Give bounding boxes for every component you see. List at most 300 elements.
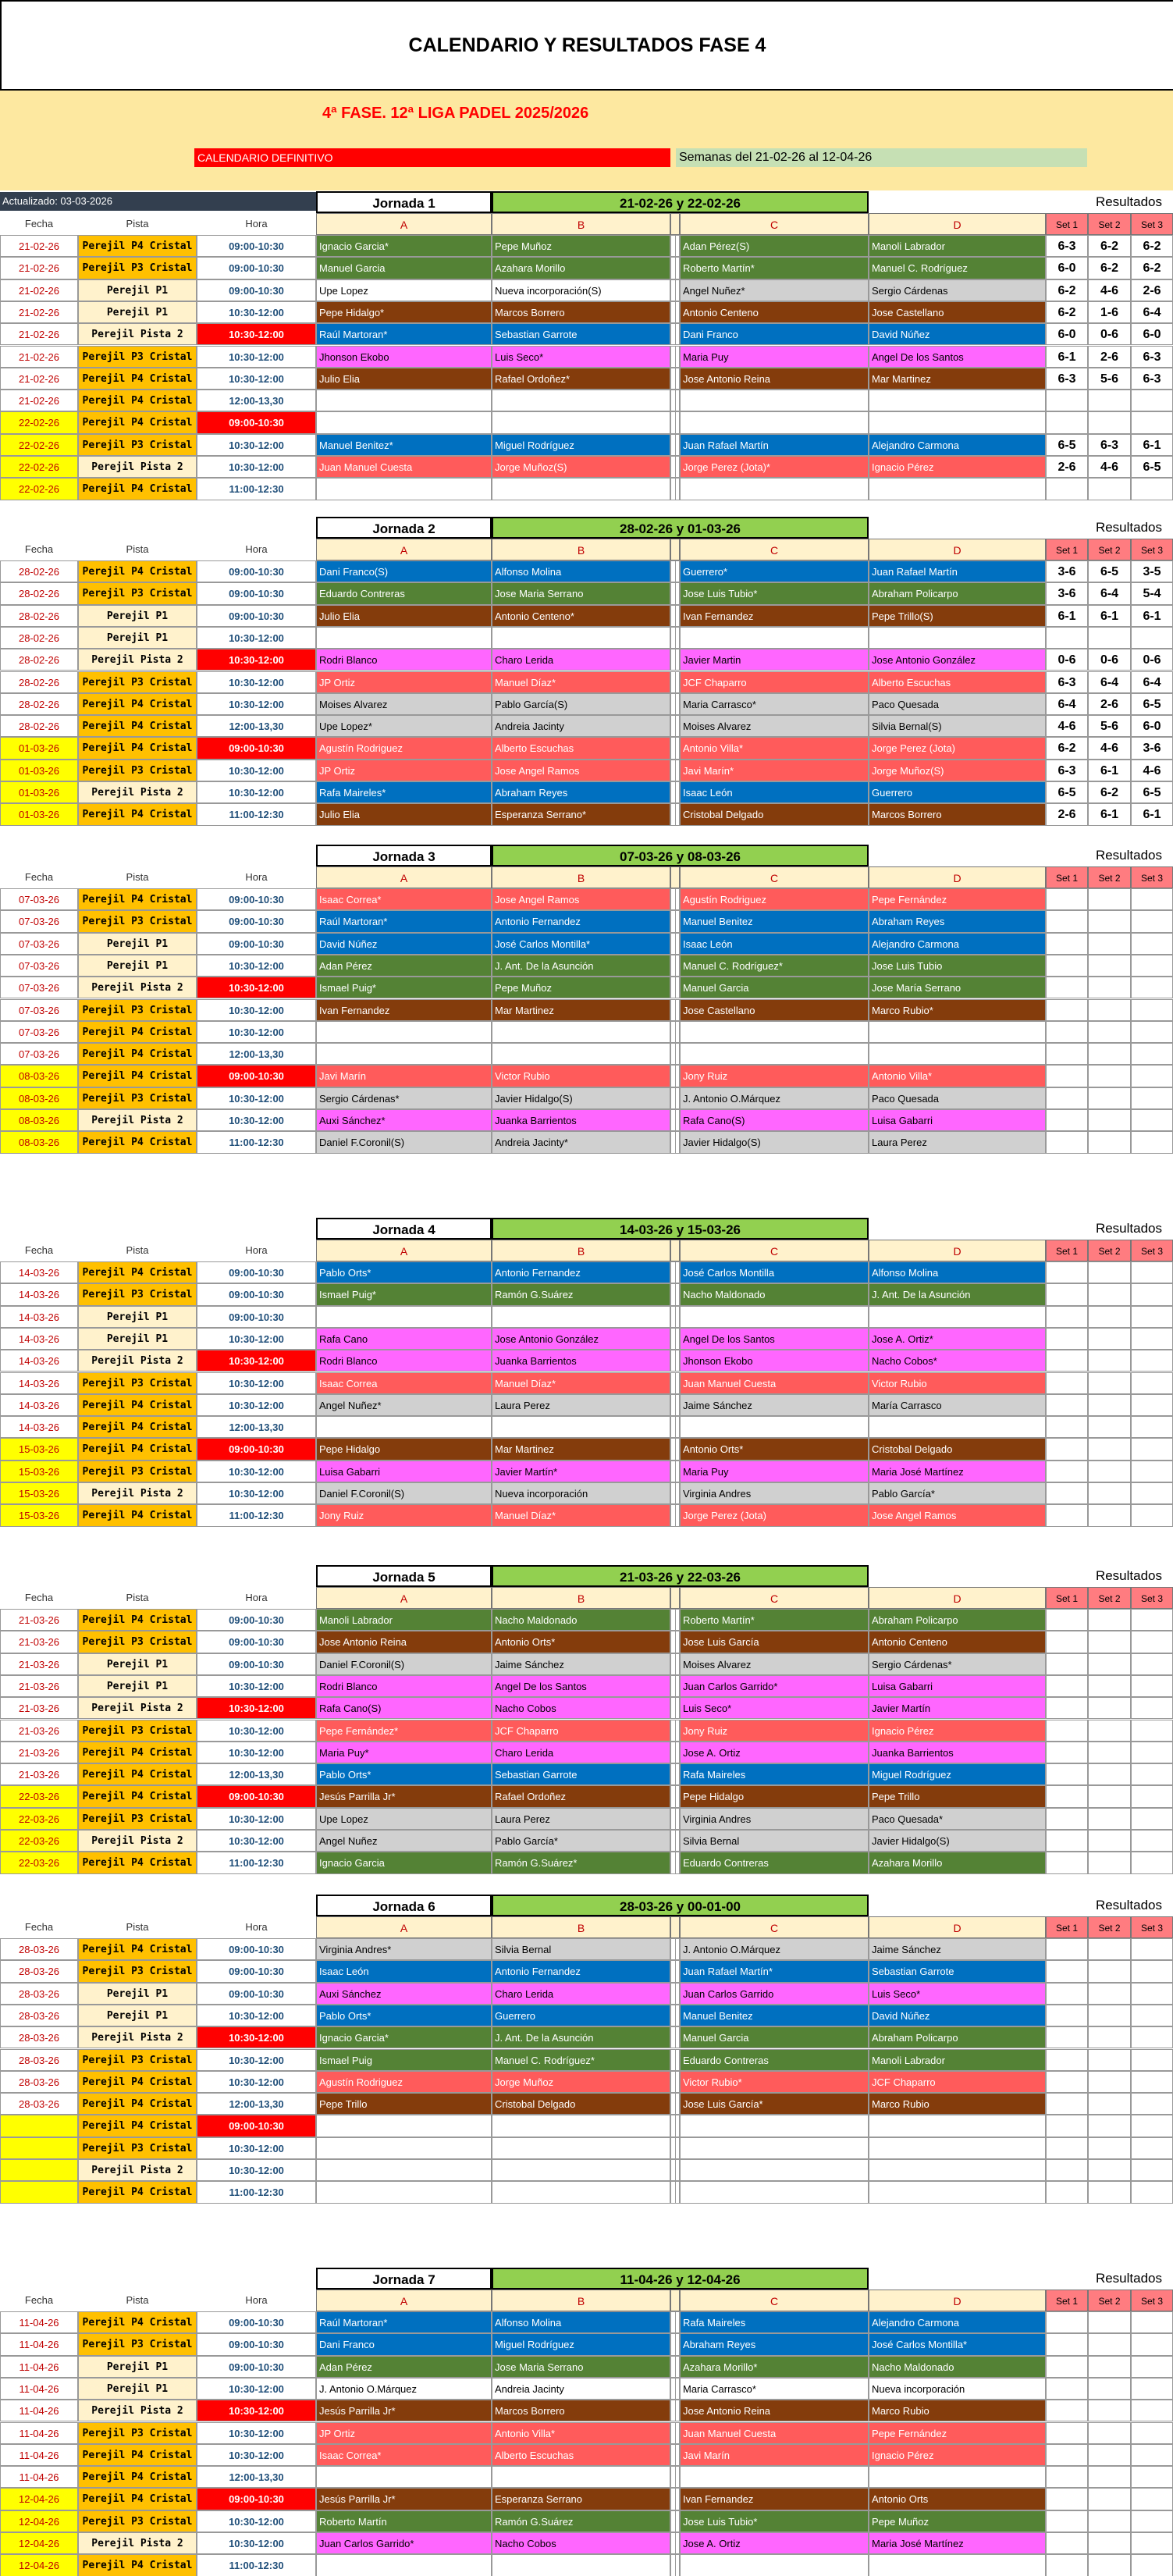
hora-cell: 11:00-12:30 (197, 1504, 316, 1526)
set2-cell (1088, 1653, 1131, 1675)
set3-cell (1131, 888, 1173, 910)
player-d-cell: Sergio Cárdenas* (869, 1653, 1046, 1675)
player-b-cell: Jose Antonio González (492, 1328, 670, 1350)
player-d-cell: José Carlos Montilla* (869, 2333, 1046, 2355)
column-header-c: C (680, 2290, 869, 2311)
set1-cell (1046, 1306, 1088, 1328)
set3-cell (1131, 411, 1173, 433)
fecha-cell: 21-03-26 (0, 1742, 78, 1763)
set3-cell (1131, 933, 1173, 955)
player-d-cell: Marco Rubio (869, 2093, 1046, 2115)
jornada-header (0, 845, 1173, 866)
set1-cell (1046, 627, 1088, 649)
separator-cell (670, 2356, 680, 2378)
set2-cell (1088, 1438, 1131, 1460)
set2-cell (1088, 1609, 1131, 1631)
column-header-a: A (316, 1916, 492, 1938)
player-a-cell: Rafa Cano (316, 1328, 492, 1350)
set3-cell (1131, 2333, 1173, 2355)
jornada-dates: 21-02-26 y 22-02-26 (492, 191, 869, 213)
hora-cell: 10:30-12:00 (197, 627, 316, 649)
player-c-cell (680, 2159, 869, 2181)
set2-cell (1088, 1394, 1131, 1416)
set2-cell (1088, 1938, 1131, 1960)
player-a-cell: Daniel F.Coronil(S) (316, 1653, 492, 1675)
pista-cell: Perejil Pista 2 (78, 1109, 197, 1131)
separator-cell (670, 1372, 680, 1394)
table-row (0, 1306, 1173, 1328)
pista-cell: Perejil P4 Cristal (78, 1438, 197, 1460)
fecha-cell (0, 2137, 78, 2159)
player-b-cell: Antonio Fernandez (492, 1261, 670, 1283)
player-d-cell: Alejandro Carmona (869, 933, 1046, 955)
player-b-cell: Jose Angel Ramos (492, 888, 670, 910)
hora-cell: 09:00-10:30 (197, 1983, 316, 2005)
table-row (0, 346, 1173, 368)
player-c-cell: Virginia Andres (680, 1482, 869, 1504)
set3-cell (1131, 1504, 1173, 1526)
pista-cell: Perejil P4 Cristal (78, 693, 197, 715)
player-c-cell: Javi Marín* (680, 760, 869, 781)
player-c-cell: Juan Manuel Cuesta (680, 1372, 869, 1394)
table-row (0, 649, 1173, 671)
set1-cell (1046, 1631, 1088, 1653)
player-d-cell (869, 2554, 1046, 2576)
player-a-cell: Adan Pérez (316, 955, 492, 977)
set1-cell (1046, 1021, 1088, 1043)
pista-cell: Perejil P4 Cristal (78, 2444, 197, 2466)
player-b-cell (492, 1306, 670, 1328)
table-row (0, 1021, 1173, 1043)
player-d-cell: J. Ant. De la Asunción (869, 1283, 1046, 1305)
fase-title: 4ª FASE. 12ª LIGA PADEL 2025/2026 (322, 105, 589, 122)
set3-cell: 2-6 (1131, 279, 1173, 301)
player-d-cell (869, 411, 1046, 433)
set2-cell (1088, 2093, 1131, 2115)
table-row (0, 2311, 1173, 2333)
table-row (0, 2510, 1173, 2532)
player-c-cell: Javier Martin (680, 649, 869, 671)
set2-cell (1088, 2400, 1131, 2421)
set3-cell (1131, 999, 1173, 1021)
fecha-cell: 08-03-26 (0, 1065, 78, 1087)
player-d-cell (869, 2137, 1046, 2159)
player-b-cell: Laura Perez (492, 1394, 670, 1416)
set3-cell (1131, 1482, 1173, 1504)
player-c-cell: Jaime Sánchez (680, 1394, 869, 1416)
table-row (0, 2400, 1173, 2421)
table-row (0, 803, 1173, 825)
jornada-title: Jornada 4 (316, 1218, 492, 1240)
set1-cell: 6-4 (1046, 693, 1088, 715)
set1-cell (1046, 2311, 1088, 2333)
set3-cell (1131, 1742, 1173, 1763)
player-c-cell: Pepe Hidalgo (680, 1785, 869, 1807)
fecha-cell: 28-02-26 (0, 693, 78, 715)
separator-cell (670, 1109, 680, 1131)
hora-cell: 09:00-10:30 (197, 560, 316, 582)
player-b-cell: Nacho Cobos (492, 1697, 670, 1719)
table-row (0, 2159, 1173, 2181)
table-row (0, 434, 1173, 456)
set3-cell (1131, 2466, 1173, 2488)
set1-cell (1046, 1938, 1088, 1960)
player-d-cell: Luisa Gabarri (869, 1675, 1046, 1697)
hora-cell: 09:00-10:30 (197, 2115, 316, 2137)
separator-cell (670, 999, 680, 1021)
player-b-cell: Silvia Bernal (492, 1938, 670, 1960)
jornada-title: Jornada 5 (316, 1565, 492, 1587)
hora-cell: 09:00-10:30 (197, 235, 316, 257)
set3-cell: 6-0 (1131, 715, 1173, 737)
pista-cell: Perejil P4 Cristal (78, 1785, 197, 1807)
player-b-cell: Charo Lerida (492, 1742, 670, 1763)
player-a-cell: Jesús Parrilla Jr* (316, 2488, 492, 2510)
player-a-cell (316, 411, 492, 433)
resultados-label: Resultados (1095, 2271, 1162, 2286)
set3-cell (1131, 1109, 1173, 1131)
player-d-cell (869, 1416, 1046, 1438)
hora-cell: 10:30-12:00 (197, 2532, 316, 2554)
player-a-cell: Agustín Rodriguez (316, 737, 492, 759)
hora-cell: 09:00-10:30 (197, 933, 316, 955)
table-row (0, 1852, 1173, 1873)
set2-cell (1088, 2356, 1131, 2378)
column-header-pista: Pista (126, 543, 149, 555)
set3-cell (1131, 2311, 1173, 2333)
table-row (0, 1131, 1173, 1153)
table-row (0, 1438, 1173, 1460)
separator-cell (670, 1631, 680, 1653)
set1-cell: 6-0 (1046, 257, 1088, 279)
set2-cell (1088, 1830, 1131, 1852)
player-a-cell: Jesús Parrilla Jr* (316, 1785, 492, 1807)
fecha-cell: 14-03-26 (0, 1306, 78, 1328)
set2-cell (1088, 999, 1131, 1021)
player-c-cell: José Carlos Montilla (680, 1261, 869, 1283)
separator-cell (670, 582, 680, 604)
set2-cell (1088, 910, 1131, 932)
player-c-cell (680, 411, 869, 433)
set2-cell (1088, 1763, 1131, 1785)
separator-cell (670, 2554, 680, 2576)
player-d-cell: Jorge Perez (Jota) (869, 737, 1046, 759)
player-b-cell (492, 1043, 670, 1065)
column-header-pista: Pista (126, 1244, 149, 1256)
player-c-cell: Juan Carlos Garrido* (680, 1675, 869, 1697)
player-c-cell: JCF Chaparro (680, 671, 869, 693)
separator-cell (670, 1720, 680, 1742)
table-row (0, 2466, 1173, 2488)
set2-cell (1088, 2181, 1131, 2203)
player-a-cell: Ismael Puig (316, 2049, 492, 2071)
column-header-c: C (680, 1916, 869, 1938)
player-b-cell: Rafael Ordoñez* (492, 368, 670, 390)
player-c-cell: Jose Antonio Reina (680, 368, 869, 390)
set2-cell (1088, 1283, 1131, 1305)
set2-cell (1088, 1960, 1131, 1982)
player-d-cell: Maria José Martínez (869, 1461, 1046, 1482)
player-c-cell: Javier Hidalgo(S) (680, 1131, 869, 1153)
player-c-cell: Maria Carrasco* (680, 2378, 869, 2400)
table-row (0, 693, 1173, 715)
set3-cell (1131, 1261, 1173, 1283)
set1-cell (1046, 2333, 1088, 2355)
set2-cell (1088, 627, 1131, 649)
column-header-a: A (316, 213, 492, 235)
separator-cell (670, 2311, 680, 2333)
player-d-cell: Azahara Morillo (869, 1852, 1046, 1873)
player-b-cell: Esperanza Serrano* (492, 803, 670, 825)
pista-cell: Perejil P1 (78, 279, 197, 301)
player-c-cell: Roberto Martín* (680, 1609, 869, 1631)
hora-cell: 12:00-13,30 (197, 715, 316, 737)
player-a-cell: Eduardo Contreras (316, 582, 492, 604)
player-c-cell (680, 1416, 869, 1438)
table-row (0, 1609, 1173, 1631)
player-b-cell: Andreia Jacinty* (492, 1131, 670, 1153)
fecha-cell: 21-03-26 (0, 1653, 78, 1675)
set3-cell (1131, 390, 1173, 411)
fecha-cell: 22-03-26 (0, 1808, 78, 1830)
fecha-cell: 28-02-26 (0, 560, 78, 582)
set3-cell: 6-5 (1131, 693, 1173, 715)
set1-cell (1046, 1675, 1088, 1697)
fecha-cell: 21-02-26 (0, 301, 78, 323)
player-b-cell: Juanka Barrientos (492, 1109, 670, 1131)
column-header-d: D (869, 2290, 1046, 2311)
player-c-cell (680, 1021, 869, 1043)
fecha-cell: 15-03-26 (0, 1482, 78, 1504)
hora-cell: 09:00-10:30 (197, 1065, 316, 1087)
table-row (0, 1785, 1173, 1807)
table-row (0, 323, 1173, 345)
player-c-cell: Adan Pérez(S) (680, 235, 869, 257)
set1-cell: 6-3 (1046, 235, 1088, 257)
table-row (0, 2488, 1173, 2510)
hora-cell: 09:00-10:30 (197, 1785, 316, 1807)
table-row (0, 2422, 1173, 2444)
hora-cell: 10:30-12:00 (197, 1109, 316, 1131)
player-a-cell: Manuel Garcia (316, 257, 492, 279)
table-row (0, 257, 1173, 279)
fecha-cell: 11-04-26 (0, 2466, 78, 2488)
column-header-sep (670, 213, 680, 235)
hora-cell: 09:00-10:30 (197, 888, 316, 910)
set3-cell: 6-4 (1131, 671, 1173, 693)
pista-cell: Perejil P4 Cristal (78, 2554, 197, 2576)
player-c-cell: Isaac León (680, 933, 869, 955)
hora-cell: 10:30-12:00 (197, 671, 316, 693)
player-d-cell: Jaime Sánchez (869, 1938, 1046, 1960)
player-a-cell: Isaac Correa* (316, 2444, 492, 2466)
pista-cell: Perejil P4 Cristal (78, 1742, 197, 1763)
player-a-cell: Manoli Labrador (316, 1609, 492, 1631)
player-a-cell: Jhonson Ekobo (316, 346, 492, 368)
hora-cell: 10:30-12:00 (197, 999, 316, 1021)
set3-cell (1131, 955, 1173, 977)
fecha-cell: 28-03-26 (0, 1983, 78, 2005)
player-a-cell: Jesús Parrilla Jr* (316, 2400, 492, 2421)
set2-cell (1088, 1087, 1131, 1109)
column-header-b: B (492, 866, 670, 888)
separator-cell (670, 1960, 680, 1982)
set3-cell (1131, 1785, 1173, 1807)
player-b-cell: Antonio Centeno* (492, 605, 670, 627)
pista-cell: Perejil P4 Cristal (78, 2181, 197, 2203)
set2-cell: 4-6 (1088, 279, 1131, 301)
column-header-fecha: Fecha (24, 543, 54, 555)
player-b-cell: Miguel Rodríguez (492, 2333, 670, 2355)
player-b-cell: Pablo García* (492, 1830, 670, 1852)
set1-cell: 6-5 (1046, 434, 1088, 456)
table-row (0, 368, 1173, 390)
player-b-cell: Manuel Díaz* (492, 1372, 670, 1394)
player-c-cell: Azahara Morillo* (680, 2356, 869, 2378)
player-a-cell: Pepe Hidalgo (316, 1438, 492, 1460)
set2-cell (1088, 1504, 1131, 1526)
set3-cell (1131, 1438, 1173, 1460)
player-a-cell: Angel Nuñez* (316, 1394, 492, 1416)
separator-cell (670, 2026, 680, 2048)
player-c-cell: Dani Franco (680, 323, 869, 345)
hora-cell: 09:00-10:30 (197, 1438, 316, 1460)
column-header-row (0, 1587, 1173, 1609)
player-d-cell: JCF Chaparro (869, 2071, 1046, 2093)
player-b-cell: Ramón G.Suárez (492, 1283, 670, 1305)
hora-cell: 10:30-12:00 (197, 1021, 316, 1043)
hora-cell: 10:30-12:00 (197, 2400, 316, 2421)
fecha-cell: 22-02-26 (0, 478, 78, 500)
pista-cell: Perejil P3 Cristal (78, 999, 197, 1021)
player-b-cell (492, 411, 670, 433)
column-header-b: B (492, 1916, 670, 1938)
player-c-cell: Virginia Andres (680, 1808, 869, 1830)
table-row (0, 2378, 1173, 2400)
table-row (0, 560, 1173, 582)
fecha-cell: 07-03-26 (0, 1021, 78, 1043)
pista-cell: Perejil P3 Cristal (78, 1087, 197, 1109)
player-a-cell: Jose Antonio Reina (316, 1631, 492, 1653)
player-c-cell: Maria Puy (680, 1461, 869, 1482)
set3-cell (1131, 2422, 1173, 2444)
table-row (0, 390, 1173, 411)
separator-cell (670, 1065, 680, 1087)
player-a-cell (316, 478, 492, 500)
player-a-cell: Virginia Andres* (316, 1938, 492, 1960)
set3-cell (1131, 478, 1173, 500)
resultados-label: Resultados (1095, 1898, 1162, 1912)
hora-cell: 12:00-13,30 (197, 2093, 316, 2115)
hora-cell: 10:30-12:00 (197, 346, 316, 368)
pista-cell: Perejil P1 (78, 955, 197, 977)
pista-cell: Perejil P4 Cristal (78, 888, 197, 910)
fecha-cell: 07-03-26 (0, 888, 78, 910)
separator-cell (670, 456, 680, 478)
player-d-cell: David Núñez (869, 323, 1046, 345)
set2-cell (1088, 2005, 1131, 2026)
player-b-cell: Luis Seco* (492, 346, 670, 368)
table-row (0, 1065, 1173, 1087)
player-c-cell: Javi Marín (680, 2444, 869, 2466)
hora-cell: 09:00-10:30 (197, 1653, 316, 1675)
set1-cell (1046, 1609, 1088, 1631)
set1-cell: 2-6 (1046, 803, 1088, 825)
table-row (0, 1461, 1173, 1482)
set1-cell: 6-1 (1046, 346, 1088, 368)
player-a-cell (316, 1306, 492, 1328)
set1-cell (1046, 2422, 1088, 2444)
player-a-cell: J. Antonio O.Márquez (316, 2378, 492, 2400)
set1-cell (1046, 1763, 1088, 1785)
player-d-cell: Victor Rubio (869, 1372, 1046, 1394)
player-c-cell: Roberto Martín* (680, 257, 869, 279)
table-row (0, 478, 1173, 500)
set1-cell: 4-6 (1046, 715, 1088, 737)
pista-cell: Perejil P3 Cristal (78, 1808, 197, 1830)
player-d-cell: Maria José Martínez (869, 2532, 1046, 2554)
player-c-cell: Jony Ruiz (680, 1065, 869, 1087)
set3-cell (1131, 2532, 1173, 2554)
set3-cell (1131, 2181, 1173, 2203)
player-d-cell: Nacho Maldonado (869, 2356, 1046, 2378)
table-row (0, 1350, 1173, 1372)
set1-cell (1046, 2510, 1088, 2532)
player-a-cell (316, 1416, 492, 1438)
column-header-sep (670, 1916, 680, 1938)
table-row (0, 1983, 1173, 2005)
player-c-cell: Moises Alvarez (680, 1653, 869, 1675)
player-b-cell: Manuel C. Rodríguez* (492, 2049, 670, 2071)
hora-cell: 10:30-12:00 (197, 1087, 316, 1109)
separator-cell (670, 2005, 680, 2026)
fecha-cell: 07-03-26 (0, 977, 78, 998)
set3-cell (1131, 1697, 1173, 1719)
set1-cell (1046, 933, 1088, 955)
player-b-cell: Marcos Borrero (492, 2400, 670, 2421)
pista-cell: Perejil P4 Cristal (78, 2466, 197, 2488)
set2-cell (1088, 1306, 1131, 1328)
jornada-dates: 28-02-26 y 01-03-26 (492, 517, 869, 539)
set1-cell (1046, 955, 1088, 977)
pista-cell: Perejil P3 Cristal (78, 2333, 197, 2355)
pista-cell: Perejil Pista 2 (78, 781, 197, 803)
set3-cell (1131, 2005, 1173, 2026)
player-a-cell: Roberto Martín (316, 2510, 492, 2532)
player-c-cell: Isaac León (680, 781, 869, 803)
player-b-cell: Nueva incorporación (492, 1482, 670, 1504)
set1-cell (1046, 2554, 1088, 2576)
player-b-cell (492, 2115, 670, 2137)
fecha-cell: 12-04-26 (0, 2510, 78, 2532)
pista-cell: Perejil P1 (78, 1306, 197, 1328)
jornada-header (0, 1218, 1173, 1240)
player-d-cell: Luisa Gabarri (869, 1109, 1046, 1131)
separator-cell (670, 2488, 680, 2510)
set1-cell: 2-6 (1046, 456, 1088, 478)
player-a-cell: Maria Puy* (316, 1742, 492, 1763)
fecha-cell: 21-03-26 (0, 1631, 78, 1653)
fecha-cell (0, 2181, 78, 2203)
hora-cell: 10:30-12:00 (197, 2071, 316, 2093)
resultados-label: Resultados (1095, 194, 1162, 209)
fecha-cell: 01-03-26 (0, 737, 78, 759)
set3-cell (1131, 2554, 1173, 2576)
set2-cell (1088, 1372, 1131, 1394)
hora-cell: 11:00-12:30 (197, 803, 316, 825)
player-d-cell: Pepe Fernández (869, 888, 1046, 910)
player-d-cell: Jose Angel Ramos (869, 1504, 1046, 1526)
